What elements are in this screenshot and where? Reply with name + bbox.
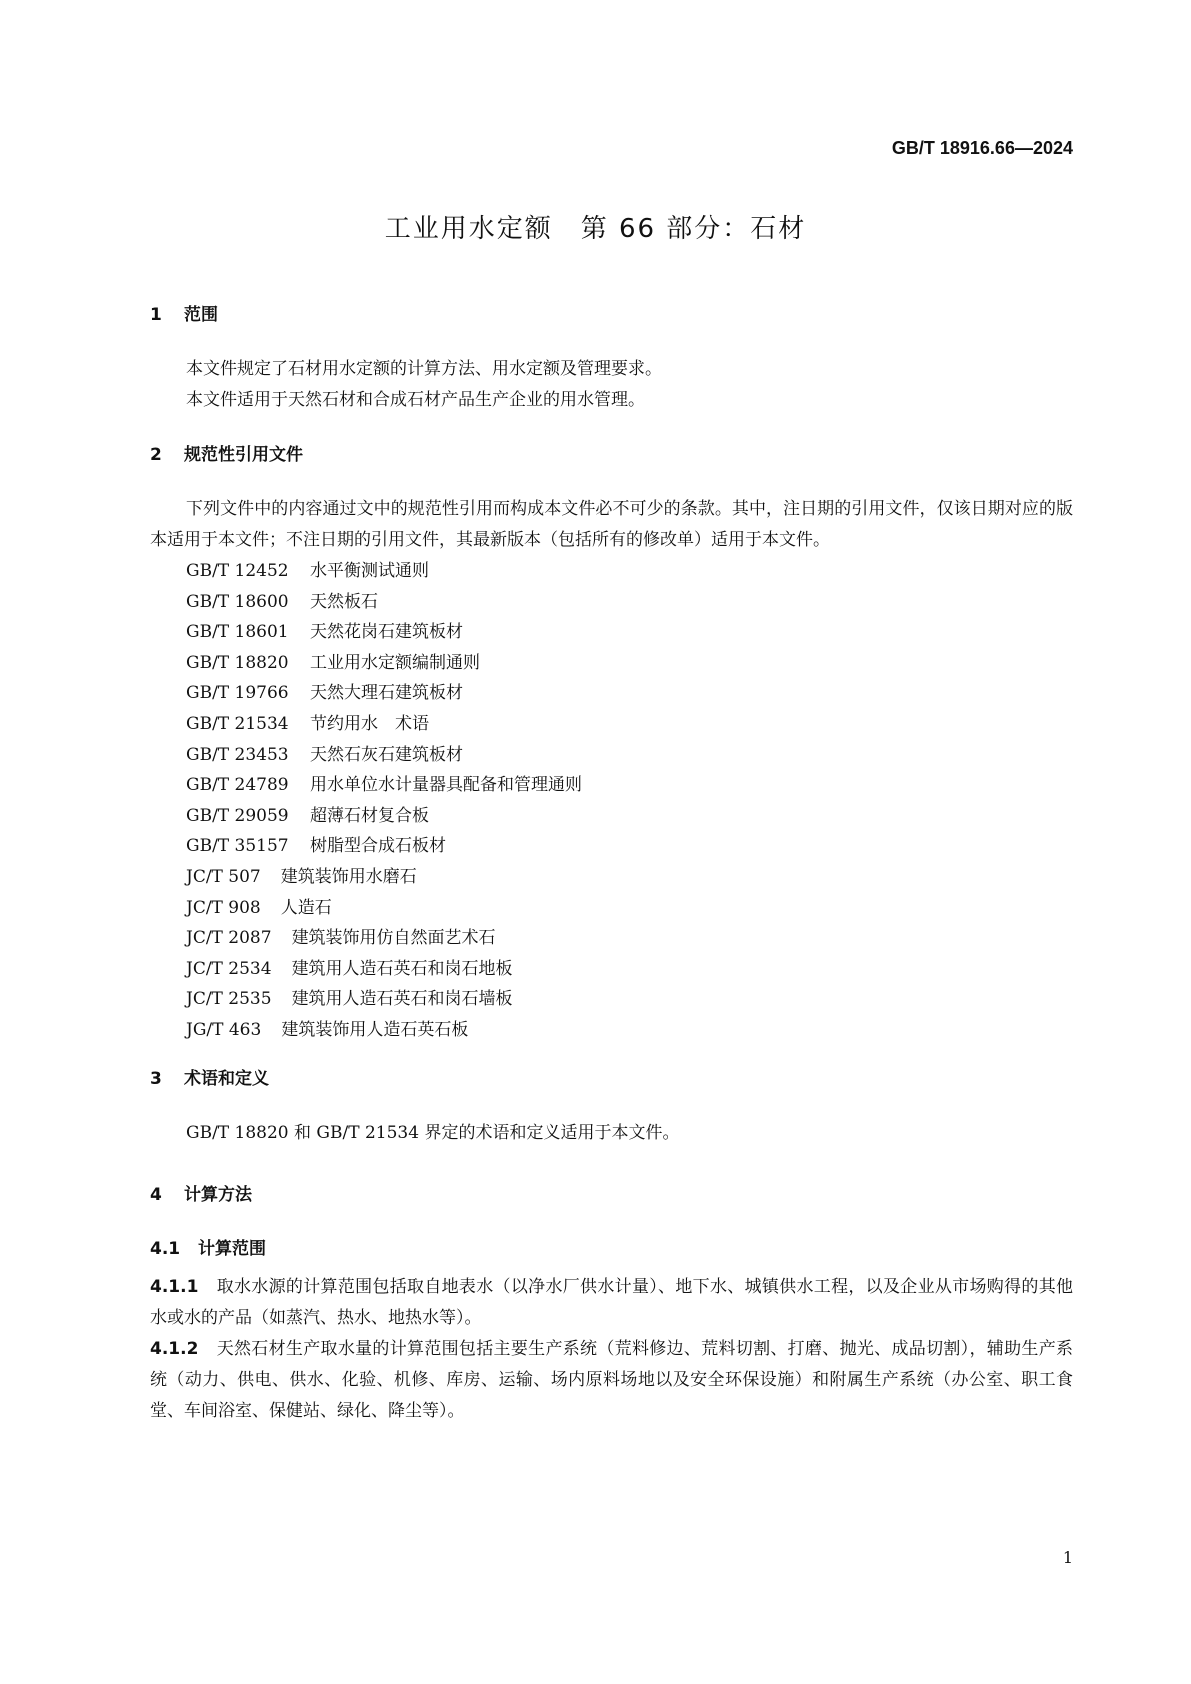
reference-title: 建筑用人造石英石和岗石地板 [291, 958, 513, 979]
subsection-calculation-scope [150, 1234, 1073, 1259]
section-number: 2 [150, 445, 162, 465]
clause-number: 4.1.2 [150, 1339, 199, 1359]
paragraph: 下列文件中的内容通过文中的规范性引用而构成本文件必不可少的条款。其中，注日期的引用文件，仅该日期对应的版本适用于本文件；不注日期的引用文件，其最新版本（包括所有的修改单）适用于本文件。 [150, 499, 1073, 550]
clause-text: 天然石材生产取水量的计算范围包括主要生产系统（荒料修边、荒料切割、打磨、抛光、成品切割），辅助生产系统（动力、供电、供水、化验、机修、库房、运输、场内原料场地以及安全环保设施）和附属生产系统（办公室、职工食堂、车间浴室、保健站、绿化、降尘等）。 [150, 1339, 1073, 1421]
section-normative-references-body [150, 494, 1073, 1046]
section-heading [150, 440, 1073, 465]
reference-title: 水平衡测试通则 [310, 561, 429, 581]
reference-code: GB/T 21534 [186, 713, 289, 734]
reference-item [150, 893, 1073, 924]
subsection-calculation-scope-body [150, 1272, 1073, 1427]
reference-code: JG/T 463 [186, 1019, 262, 1040]
document-title: 工业用水定额 第 66 部分：石材 [384, 214, 807, 244]
reference-item [150, 984, 1073, 1015]
section-title: 规范性引用文件 [184, 445, 303, 465]
section-heading [150, 300, 1073, 325]
reference-title: 建筑用人造石英石和岗石墙板 [291, 989, 513, 1010]
reference-code: GB/T 12452 [186, 561, 289, 581]
clause-number: 4.1.1 [150, 1277, 199, 1297]
reference-title: 建筑装饰用人造石英石板 [281, 1019, 469, 1040]
reference-code: GB/T 23453 [186, 744, 289, 765]
reference-title: 超薄石材复合板 [310, 805, 429, 826]
section-normative-references [150, 440, 1073, 465]
reference-item [150, 801, 1073, 832]
subsection-heading [150, 1234, 1073, 1259]
section-heading [150, 1064, 1073, 1089]
section-terms-body [150, 1118, 1073, 1149]
reference-code: JC/T 908 [186, 897, 261, 918]
section-calculation-method [150, 1180, 1073, 1205]
reference-code: JC/T 2087 [186, 928, 272, 949]
section-title: 范围 [184, 305, 218, 325]
section-terms [150, 1064, 1073, 1089]
reference-code: JC/T 2534 [186, 958, 272, 979]
clause [150, 1334, 1073, 1427]
reference-item [150, 678, 1073, 709]
section-scope [150, 300, 1073, 325]
reference-item [150, 709, 1073, 740]
reference-title: 天然花岗石建筑板材 [310, 622, 463, 643]
section-number: 1 [150, 305, 162, 325]
clause-text: 取水水源的计算范围包括取自地表水（以净水厂供水计量）、地下水、城镇供水工程，以及企业从市场购得的其他水或水的产品（如蒸汽、热水、地热水等）。 [150, 1277, 1073, 1328]
reference-item [150, 923, 1073, 954]
clause [150, 1272, 1073, 1334]
paragraph: 本文件规定了石材用水定额的计算方法、用水定额及管理要求。 [186, 359, 662, 379]
reference-code: GB/T 35157 [186, 836, 289, 857]
reference-code: GB/T 24789 [186, 775, 289, 796]
reference-title: 用水单位水计量器具配备和管理通则 [310, 775, 582, 796]
reference-title: 节约用水 术语 [310, 713, 429, 734]
reference-code: GB/T 29059 [186, 805, 289, 826]
reference-title: 天然石灰石建筑板材 [310, 744, 463, 765]
reference-code: JC/T 2535 [186, 989, 272, 1010]
paragraph: GB/T 18820 和 GB/T 21534 界定的术语和定义适用于本文件。 [186, 1123, 680, 1143]
reference-item [150, 740, 1073, 771]
standard-code: GB/T 18916.66—2024 [891, 138, 1073, 158]
subsection-title: 计算范围 [198, 1239, 266, 1259]
section-scope-body [150, 354, 1073, 416]
section-number: 4 [150, 1185, 162, 1205]
section-heading [150, 1180, 1073, 1205]
reference-code: GB/T 18820 [186, 652, 289, 673]
reference-code: GB/T 18601 [186, 622, 289, 643]
reference-code: GB/T 19766 [186, 683, 289, 704]
reference-title: 天然大理石建筑板材 [310, 683, 463, 704]
reference-item [150, 648, 1073, 679]
reference-title: 建筑装饰用仿自然面艺术石 [291, 928, 496, 949]
reference-item [150, 587, 1073, 618]
reference-code: GB/T 18600 [186, 591, 289, 612]
reference-item [150, 831, 1073, 862]
reference-item [150, 556, 1073, 587]
reference-title: 树脂型合成石板材 [310, 836, 446, 857]
reference-title: 建筑装饰用水磨石 [280, 866, 417, 887]
subsection-number: 4.1 [150, 1239, 181, 1259]
paragraph: 本文件适用于天然石材和合成石材产品生产企业的用水管理。 [186, 390, 645, 410]
reference-title: 工业用水定额编制通则 [310, 652, 480, 673]
section-title: 计算方法 [184, 1185, 252, 1205]
reference-item [150, 770, 1073, 801]
section-number: 3 [150, 1069, 162, 1089]
reference-title: 人造石 [280, 897, 332, 918]
section-title: 术语和定义 [184, 1069, 269, 1089]
reference-item [150, 954, 1073, 985]
reference-list [150, 556, 1073, 1046]
reference-item [150, 862, 1073, 893]
reference-item [150, 617, 1073, 648]
page-number: 1 [1062, 1548, 1073, 1567]
reference-item [150, 1015, 1073, 1046]
reference-title: 天然板石 [310, 591, 378, 612]
reference-code: JC/T 507 [186, 866, 261, 887]
